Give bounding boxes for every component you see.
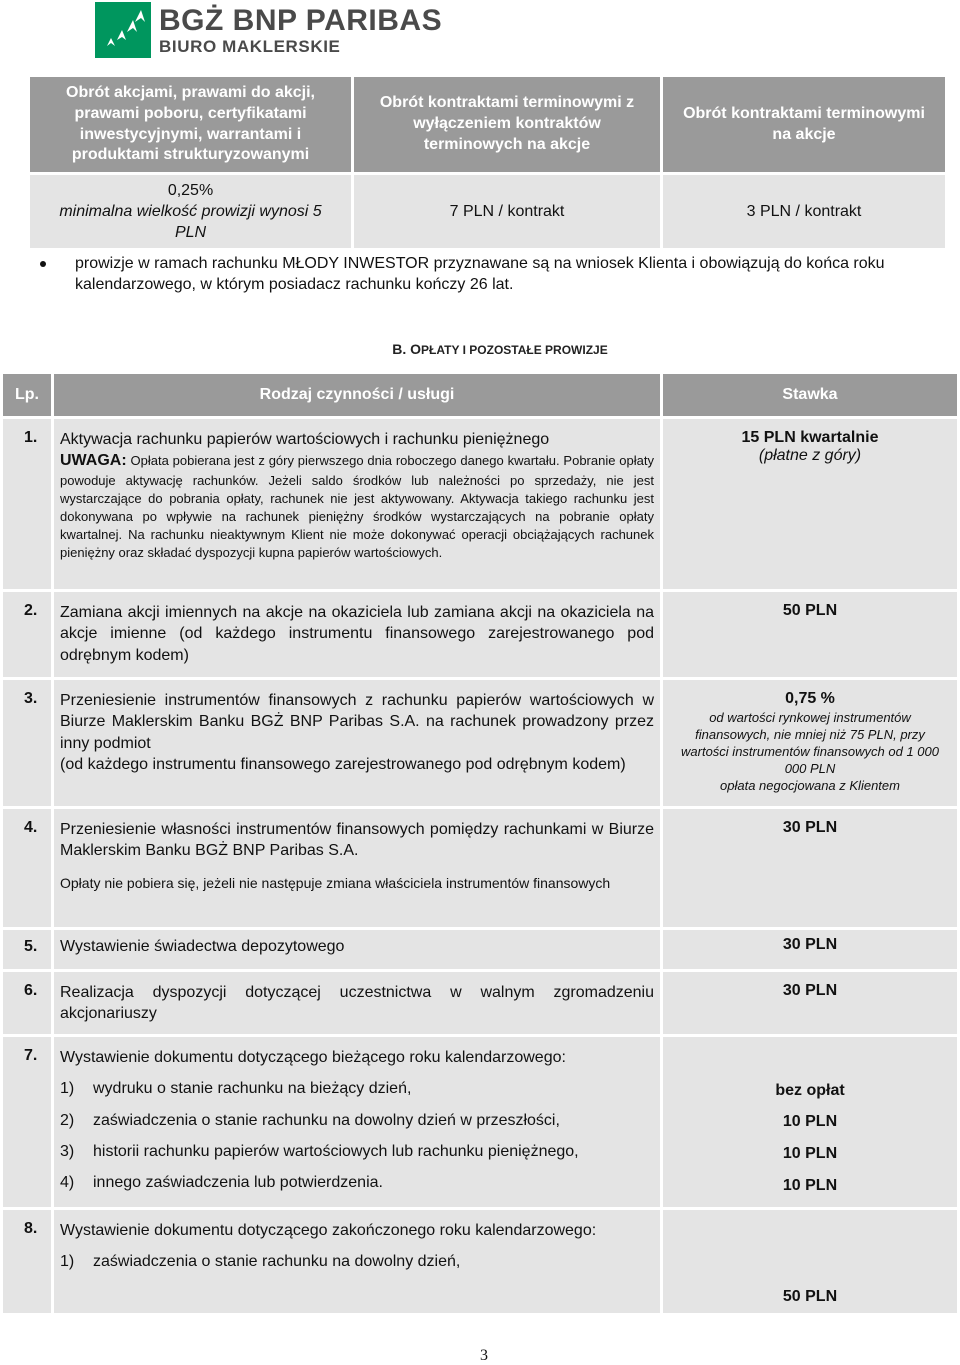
commission-value-stock-futures: 3 PLN / kontrakt: [663, 175, 945, 248]
list-item: 3) historii rachunku papierów wartościowych lub rachunku pieniężnego,: [60, 1142, 579, 1160]
brand-subtitle: BIURO MAKLERSKIE: [159, 36, 341, 56]
brand-logo: [95, 2, 442, 58]
column-header-rate: Stawka: [663, 374, 957, 416]
row-5-rate: 30 PLN: [663, 930, 957, 969]
row-1-lp: 1.: [3, 419, 51, 589]
row-7-service: Wystawienie dokumentu dotyczącego bieżącego roku kalendarzowego: 1) wydruku o stanie rachunku na bieżący dzień, 2) zaświadczenia o stanie rachunku na dowolny dzień w przeszłości, 3) historii rachunku papierów wartościowych lub rachunku pieniężnego, 4) innego zaświadczenia lub potwierdzenia.: [54, 1037, 660, 1207]
row-1-service: Aktywacja rachunku papierów wartościowych i rachunku pieniężnego UWAGA: Opłata pobierana jest z góry pierwszego dnia roboczego danego kwartału. Pobranie opłaty powoduje aktywację rachunków. Jeżeli saldo środków lub należności po sprzedaży, nie jest wystarczające do pobrania opłaty, rachunek nie jest aktywowany. Aktywacja takiego rachunku jest dokonywana po wpływie na rachunek pieniężny środków wystarczających na pobranie opłaty kwartalnej. Na rachunku nieaktywnym Klient nie może dokonywać operacji obciążających rachunek pieniężny oraz składać dyspozycji kupna papierów wartościowych.: [54, 419, 660, 589]
row-7-rate: bez opłat 10 PLN 10 PLN 10 PLN: [663, 1037, 957, 1207]
row-6-lp: 6.: [3, 972, 51, 1034]
row-5-service: Wystawienie świadectwa depozytowego: [54, 930, 660, 969]
row-8-rate: 50 PLN: [663, 1210, 957, 1313]
row-6-service: Realizacja dyspozycji dotyczącej uczestnictwa w walnym zgromadzeniu akcjonariuszy: [54, 972, 660, 1034]
commission-header-futures: Obrót kontraktami terminowymi z wyłączeniem kontraktów terminowych na akcje: [354, 77, 660, 172]
row-8-lp: 8.: [3, 1210, 51, 1313]
bnp-stars-icon: [95, 2, 151, 58]
list-item: 1) zaświadczenia o stanie rachunku na dowolny dzień,: [60, 1253, 461, 1271]
commission-min: minimalna wielkość prowizji wynosi 5 PLN: [59, 202, 322, 242]
commission-value-futures: 7 PLN / kontrakt: [354, 175, 660, 248]
column-header-lp: Lp.: [3, 374, 51, 416]
row-1-title: Aktywacja rachunku papierów wartościowych i rachunku pieniężnego: [60, 431, 550, 448]
row-3-service: Przeniesienie instrumentów finansowych z rachunku papierów wartościowych w Biurze Maklerskim Banku BGŻ BNP Paribas S.A. na rachunek prowadzony przez inny podmiot (od każdego instrumentu finansowego zarejestrowanego pod odrębnym kodem): [54, 680, 660, 806]
young-investor-note: [40, 254, 890, 296]
commission-header-stock-futures: Obrót kontraktami terminowymi na akcje: [663, 77, 945, 172]
list-item: 2) zaświadczenia o stanie rachunku na dowolny dzień w przeszłości,: [60, 1111, 560, 1129]
bullet-icon: [40, 261, 46, 267]
commission-header-shares: Obrót akcjami, prawami do akcji, prawami poboru, certyfikatami inwestycyjnymi, warrantami i produktami strukturyzowanymi: [30, 77, 351, 172]
commission-value-shares: [30, 175, 351, 248]
column-header-service: Rodzaj czynności / usługi: [54, 374, 660, 416]
row-4-lp: 4.: [3, 809, 51, 927]
row-1-rate: 15 PLN kwartalnie (płatne z góry): [663, 419, 957, 589]
list-item: 4) innego zaświadczenia lub potwierdzenia.: [60, 1174, 383, 1192]
row-2-lp: 2.: [3, 592, 51, 677]
row-3-rate: 0,75 % od wartości rynkowej instrumentów finansowych, nie mniej niż 75 PLN, przy wartości instrumentów finansowych od 1 000 000 PLN opłata negocjowana z Klientem: [663, 680, 957, 806]
row-4-service: Przeniesienie własności instrumentów finansowych pomiędzy rachunkami w Biurze Maklerskim Banku BGŻ BNP Paribas S.A. Opłaty nie pobiera się, jeżeli nie następuje zmiana właściciela instrumentów finansowych: [54, 809, 660, 927]
row-6-rate: 30 PLN: [663, 972, 957, 1034]
row-8-service: Wystawienie dokumentu dotyczącego zakończonego roku kalendarzowego: 1) zaświadczenia o stanie rachunku na dowolny dzień,: [54, 1210, 660, 1313]
row-2-service: Zamiana akcji imiennych na akcje na okaziciela lub zamiana akcji na okaziciela na akcje imienne (od każdego instrumentu finansowego zarejestrowanego pod odrębnym kodem): [54, 592, 660, 677]
brand-name: BGŻ BNP PARIBAS: [159, 3, 443, 37]
list-item: 1) wydruku o stanie rachunku na bieżący dzień,: [60, 1080, 412, 1098]
row-5-lp: 5.: [3, 930, 51, 969]
section-b-title: B. OPŁATY I POZOSTAŁE PROWIZJE: [392, 341, 608, 357]
note-text: prowizje w ramach rachunku MŁODY INWESTOR przyznawane są na wniosek Klienta i obowiązują do końca roku kalendarzowego, w którym posiadacz rachunku kończy 26 lat.: [75, 255, 885, 293]
row-4-rate: 30 PLN: [663, 809, 957, 927]
row-7-lp: 7.: [3, 1037, 51, 1207]
row-2-rate: 50 PLN: [663, 592, 957, 677]
commission-rate: 0,25%: [167, 181, 214, 199]
row-3-lp: 3.: [3, 680, 51, 806]
page-number: 3: [480, 1347, 488, 1364]
